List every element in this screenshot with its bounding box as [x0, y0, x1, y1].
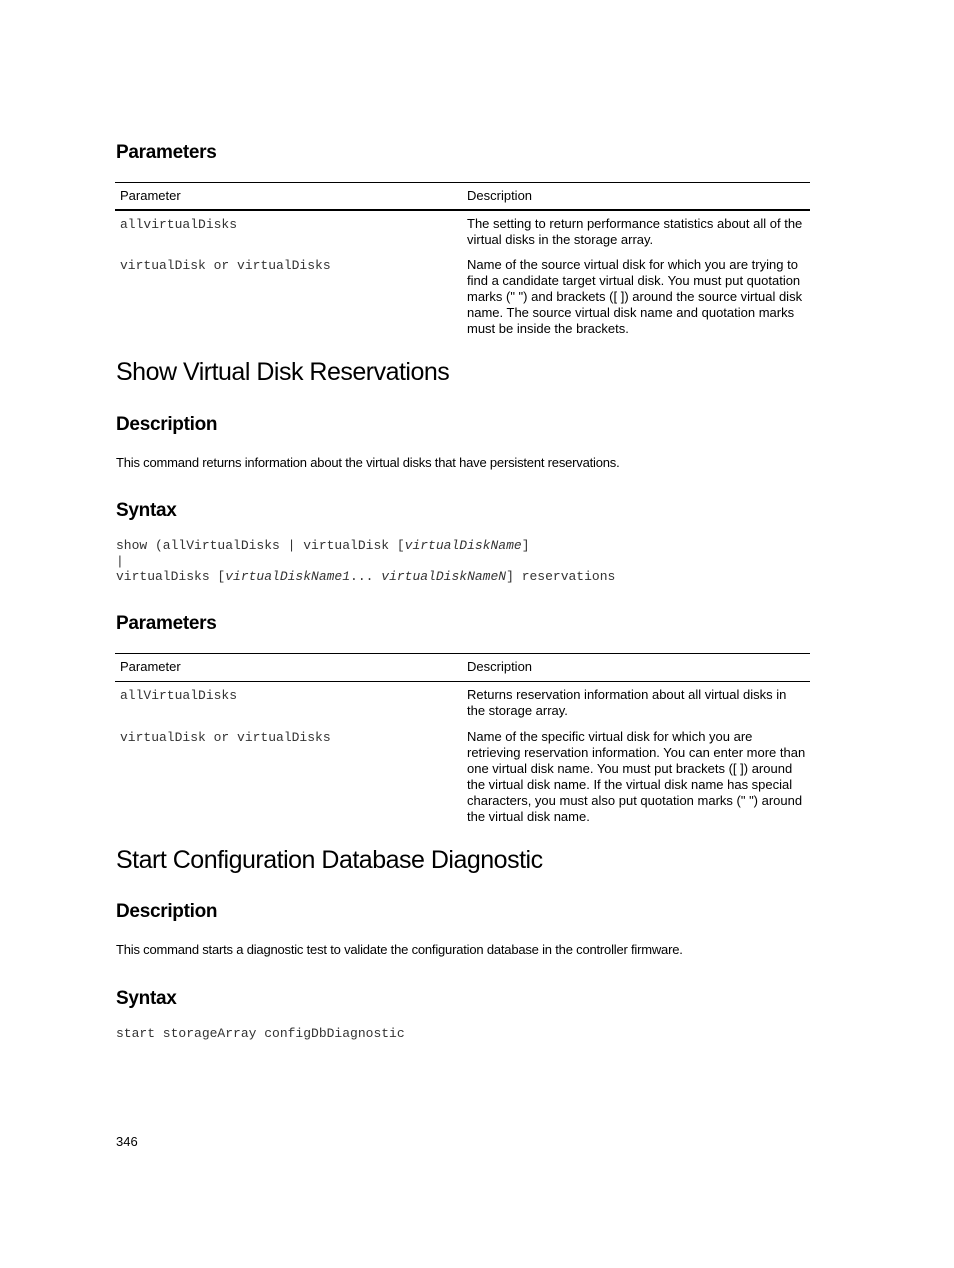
syntax-heading: Syntax: [116, 988, 177, 1009]
parameters-table: [115, 182, 810, 342]
syntax-code: start storageArray configDbDiagnostic: [116, 1026, 405, 1041]
syntax-text: ] reservations: [506, 569, 616, 584]
table-row: [115, 682, 810, 724]
parameters-heading: Parameters: [116, 142, 217, 163]
description-text: This command returns information about the virtual disks that have persistent reservations.: [116, 455, 620, 470]
column-header-description: Description: [467, 659, 533, 674]
page-number: 346: [116, 1134, 138, 1149]
syntax-text: show (allVirtualDisks | virtualDisk [: [116, 538, 405, 553]
syntax-placeholder: virtualDiskName: [404, 538, 522, 553]
description-text: This command starts a diagnostic test to validate the configuration database in the controller firmware.: [116, 942, 683, 957]
parameter-description: Name of the source virtual disk for which you are trying to find a candidate target virtual disk. You must put quotation marks (" ") and brackets ([ ]) around the source virtual disk name. The source virtual disk name and quotation marks must be inside the brackets.: [467, 257, 803, 336]
parameter-description: Name of the specific virtual disk for which you are retrieving reservation information. You can enter more than one virtual disk name. You must put brackets ([ ]) around the virtual disk name. If the virtual disk name has special characters, you must also put quotation marks (" ") around the virtual disk name.: [467, 729, 806, 824]
syntax-placeholder: virtualDiskNameN: [381, 569, 507, 584]
syntax-text: ]: [521, 538, 530, 553]
table-header: [115, 653, 810, 682]
parameter-description: The setting to return performance statistics about all of the virtual disks in the storage array.: [467, 216, 803, 247]
table-row: [115, 211, 810, 252]
syntax-code: [116, 538, 615, 585]
column-header-description: Description: [467, 188, 533, 203]
syntax-text: ...: [350, 569, 382, 584]
parameter-name: virtualDisk or virtualDisks: [120, 730, 331, 745]
column-header-parameter: Parameter: [120, 659, 181, 674]
section-title: Show Virtual Disk Reservations: [116, 358, 450, 386]
parameters-heading: Parameters: [116, 613, 217, 634]
parameter-description: Returns reservation information about all virtual disks in the storage array.: [467, 687, 787, 718]
syntax-placeholder: virtualDiskName1: [225, 569, 351, 584]
description-heading: Description: [116, 414, 218, 435]
parameters-table: [115, 653, 810, 830]
parameter-name: allvirtualDisks: [120, 217, 238, 232]
column-header-parameter: Parameter: [120, 188, 181, 203]
parameter-name: virtualDisk or virtualDisks: [120, 258, 331, 273]
syntax-text: virtualDisks [: [116, 569, 226, 584]
table-row: [115, 252, 810, 342]
parameter-name: allVirtualDisks: [120, 688, 238, 703]
syntax-text: |: [116, 553, 124, 569]
table-row: [115, 724, 810, 830]
syntax-heading: Syntax: [116, 500, 177, 521]
table-header: [115, 182, 810, 211]
section-title: Start Configuration Database Diagnostic: [116, 846, 543, 874]
description-heading: Description: [116, 901, 218, 922]
